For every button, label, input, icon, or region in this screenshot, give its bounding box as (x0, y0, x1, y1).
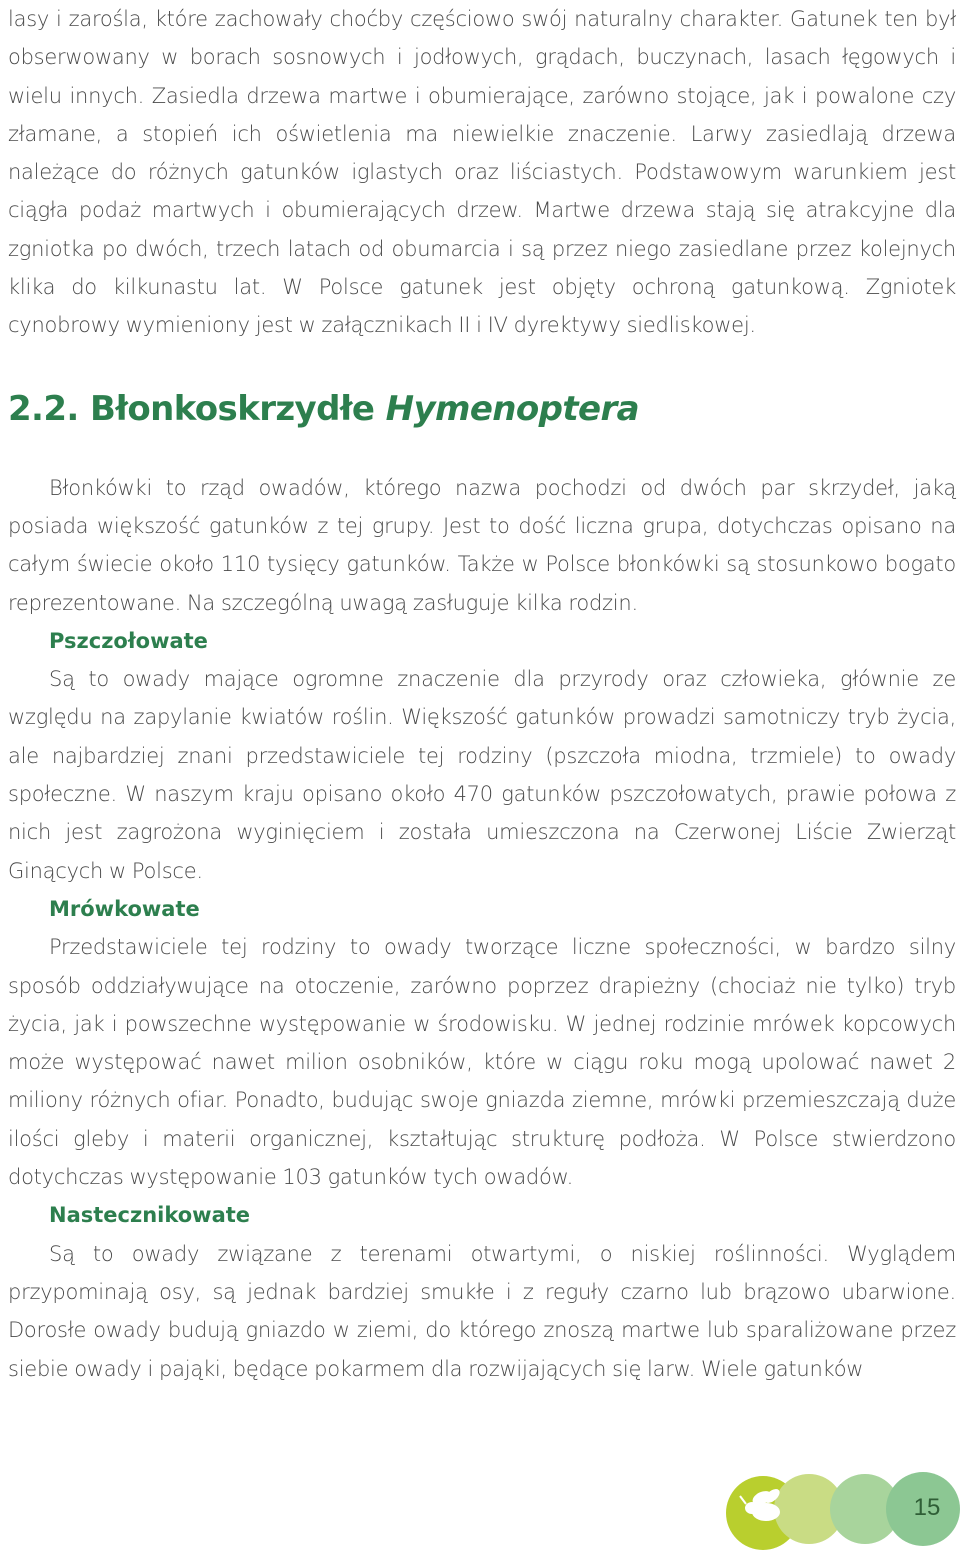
family-text-nastecznikowate: Są to owady związane z terenami otwartymi, o niskiej roślinności. Wyglądem przypominają osy, są jednak bardziej smukłe i z reguły czarno lub brązowo ubarwione. Dorosłe owady budują gniazdo w ziemi, do którego znoszą martwe lub sparaliżowane przez siebie owady i pająki, będące pokarmem dla rozwijających się larw. Wiele gatunków (8, 1241, 956, 1381)
family-heading-mrowkowate: Mrówkowate (49, 896, 200, 921)
bee-icon (736, 1486, 788, 1532)
section-heading (8, 387, 956, 431)
document-page (8, 0, 956, 1388)
family-heading-pszczolowate: Pszczołowate (49, 628, 208, 653)
intro-paragraph: lasy i zarośla, które zachowały choćby częściowo swój naturalny charakter. Gatunek ten był obserwowany w borach sosnowych i jodłowych, grądach, buczynach, lasach łęgowych i wielu innych. Zasiedla drzewa martwe i obumierające, zarówno stojące, jak i powalone czy złamane, a stopień ich oświetlenia ma niewielkie znaczenie. Larwy zasiedlają drzewa należące do różnych gatunków iglastych oraz liściastych. Podstawowym warunkiem jest ciągła podaż martwych i obumierających drzew. Martwe drzewa stają się atrakcyjne dla zgniotka po dwóch, trzech latach od obumarcia i są przez niego zasiedlane przez kolejnych klika do kilkunastu lat. W Polsce gatunek jest objęty ochroną gatunkową. Zgniotek cynobrowy wymieniony jest w załącznikach II i IV dyrektywy siedliskowej. (8, 7, 956, 338)
page-footer-decoration (720, 1472, 960, 1551)
section-latin-name: Hymenoptera (385, 388, 640, 429)
section-intro-paragraph: Błonkówki to rząd owadów, którego nazwa pochodzi od dwóch par skrzydeł, jaką posiada większość gatunków z tej grupy. Jest to dość liczna grupa, dotychczas opisano na całym świecie około 110 tysięcy gatunków. Także w Polsce błonkówki są stosunkowo bogato reprezentowane. Na szczególną uwagą zasługuje kilka rodzin. (8, 475, 956, 615)
family-text-mrowkowate: Przedstawiciele tej rodziny to owady tworzące liczne społeczności, w bardzo silny sposób oddziaływujące na otoczenie, zarówno poprzez drapieżny (chociaż nie tylko) tryb życia, jak i powszechne występowanie w środowisku. W jednej rodzinie mrówek kopcowych może występować nawet milion osobników, które w ciągu roku mogą upolować nawet 2 miliony różnych ofiar. Ponadto, budując swoje gniazda ziemne, mrówki przemieszczają duże ilości gleby i materii organicznej, kształtując strukturę podłoża. W Polsce stwierdzono dotychczas występowanie 103 gatunków tych owadów. (8, 935, 956, 1190)
page-number: 15 (913, 1494, 941, 1521)
family-text-pszczolowate: Są to owady mające ogromne znaczenie dla przyrody oraz człowieka, głównie ze względu na zapylanie kwiatów roślin. Większość gatunków prowadzi samotniczy tryb życia, ale najbardziej znani przedstawiciele tej rodziny (pszczoła miodna, trzmiele) to owady społeczne. W naszym kraju opisano około 470 gatunków pszczołowatych, prawie połowa z nich jest zagrożona wyginięciem i została umieszczona na Czerwonej Liście Zwierząt Ginących w Polsce. (8, 667, 956, 883)
section-title-text: Błonkoskrzydłe (90, 388, 375, 429)
section-spacer (8, 431, 956, 469)
section-number: 2.2. (8, 388, 79, 429)
family-heading-nastecznikowate: Nastecznikowate (49, 1203, 251, 1228)
